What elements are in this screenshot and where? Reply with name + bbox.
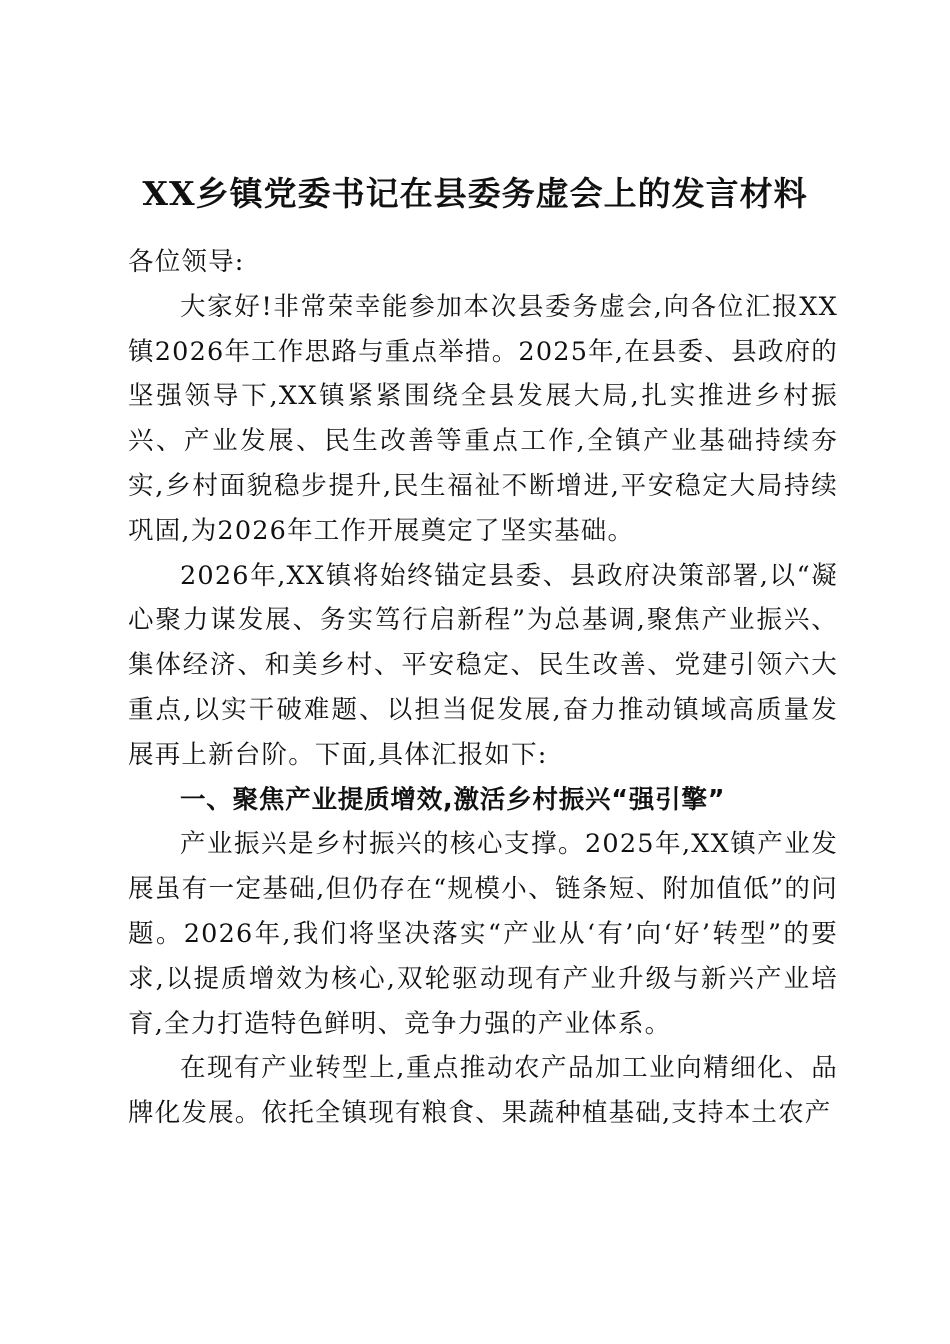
paragraph-industry-transformation: 在现有产业转型上,重点推动农产品加工业向精细化、品牌化发展。依托全镇现有粮食、果蔬种植基础,支持本土农产 xyxy=(128,1053,838,1129)
salutation: 各位领导: xyxy=(128,247,245,277)
paragraph-opening: 大家好!非常荣幸能参加本次县委务虚会,向各位汇报XX镇2026年工作思路与重点举措。2025年,在县委、县政府的坚强领导下,XX镇紧紧围绕全县发展大局,扎实推进乡村振兴、产业发展、民生改善等重点工作,全镇产业基础持续夯实,乡村面貌稳步提升,民生福祉不断增进,平安稳定大局持续巩固,为2026年工作开展奠定了坚实基础。 xyxy=(128,291,838,546)
document-title: XX乡镇党委书记在县委务虚会上的发言材料 xyxy=(142,174,808,213)
section-heading-1: 一、聚焦产业提质增效,激活乡村振兴“强引擎” xyxy=(180,784,726,815)
paragraph-overview: 2026年,XX镇将始终锚定县委、县政府决策部署,以“凝心聚力谋发展、务实笃行启新程”为总基调,聚焦产业振兴、集体经济、和美乡村、平安稳定、民生改善、党建引领六大重点,以实干破难题、以担当促发展,奋力推动镇域高质量发展再上新台阶。下面,具体汇报如下: xyxy=(128,560,838,770)
document-body xyxy=(128,240,838,1136)
paragraph-industry-revitalization: 产业振兴是乡村振兴的核心支撑。2025年,XX镇产业发展虽有一定基础,但仍存在“规模小、链条短、附加值低”的问题。2026年,我们将坚决落实“产业从‘有’向‘好’转型”的要求,以提质增效为核心,双轮驱动现有产业升级与新兴产业培育,全力打造特色鲜明、竞争力强的产业体系。 xyxy=(128,829,838,1039)
